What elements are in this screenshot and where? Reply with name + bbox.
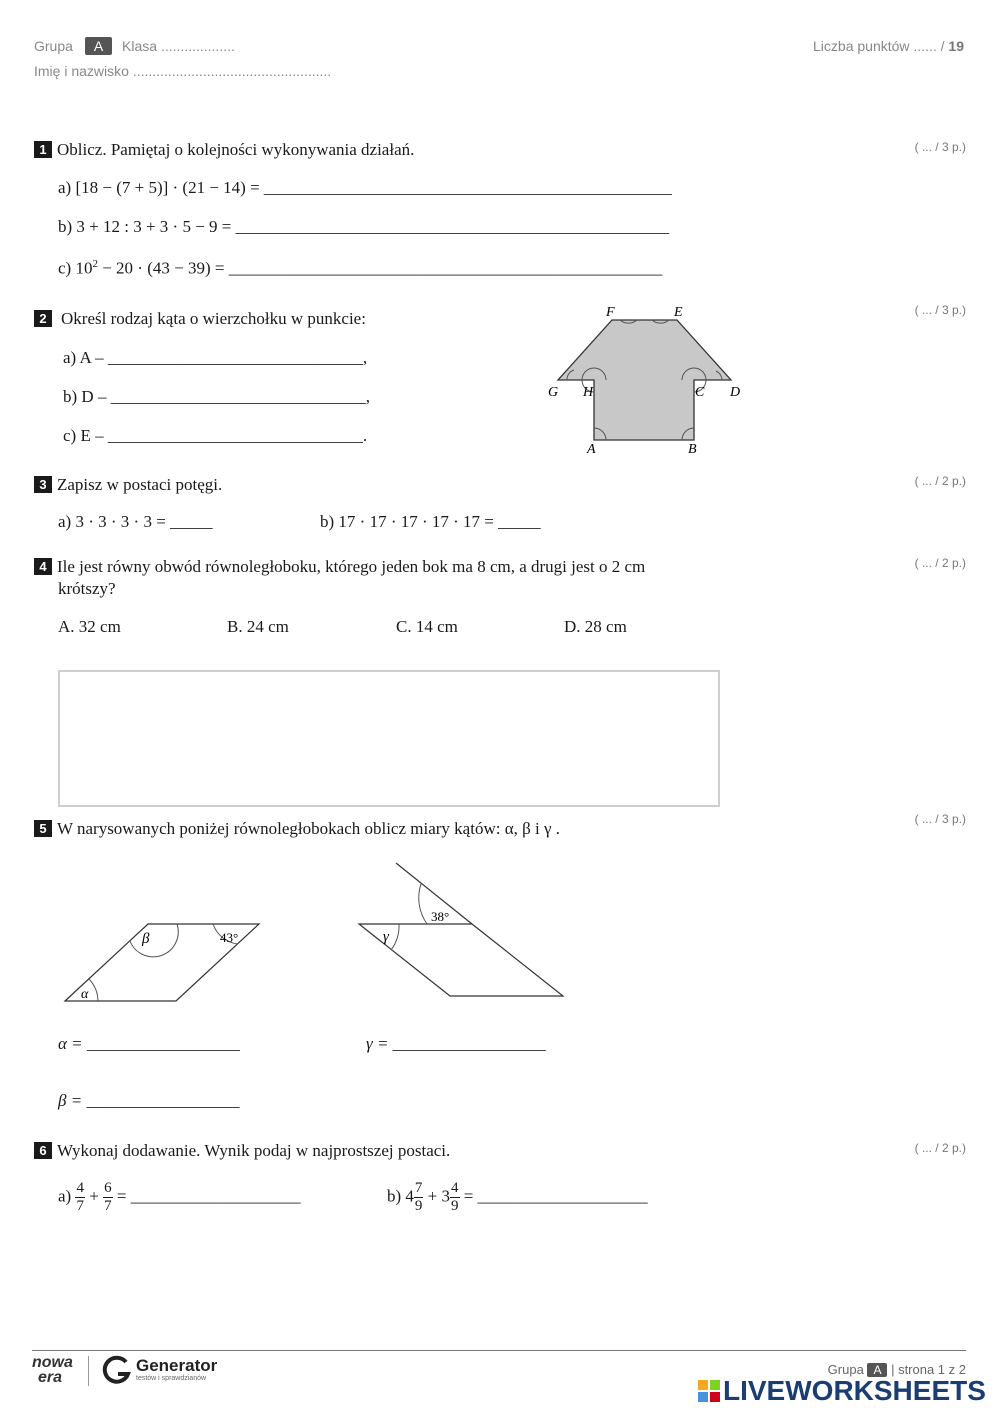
points-total: 19 xyxy=(948,38,964,54)
question-2-title xyxy=(34,309,366,329)
question-4-text-2: krótszy? xyxy=(58,579,116,598)
q3-a[interactable]: a) 3 · 3 · 3 · 3 = _____ xyxy=(58,512,213,531)
question-4-number: 4 xyxy=(34,558,52,575)
logo-word-1: nowa xyxy=(32,1354,73,1371)
alpha-answer[interactable]: α = __________________ xyxy=(58,1034,240,1053)
beta-label: β xyxy=(142,931,150,947)
angle-38-label: 38° xyxy=(431,909,450,924)
gamma-label: γ xyxy=(383,929,389,945)
q2-figure xyxy=(540,298,760,463)
generator-sublabel: testów i sprawdzianów xyxy=(136,1375,207,1382)
question-6-text: Wykonaj dodawanie. Wynik podaj w najprostszej postaci. xyxy=(57,1141,451,1160)
arc-38 xyxy=(419,884,427,924)
label-B: B xyxy=(688,442,697,457)
q6-a-label: a) xyxy=(58,1186,72,1206)
question-5-number: 5 xyxy=(34,820,52,837)
question-5-points: ( ... / 3 p.) xyxy=(914,812,966,826)
question-5-title xyxy=(34,819,560,839)
q4-option-a[interactable]: A. 32 cm xyxy=(58,617,121,636)
liveworksheets-logo-icon xyxy=(698,1380,720,1402)
q6-b-plus: + 3 xyxy=(427,1186,451,1206)
question-4-points: ( ... / 2 p.) xyxy=(914,556,966,570)
question-3-points: ( ... / 2 p.) xyxy=(914,474,966,488)
points-summary xyxy=(813,38,964,54)
question-2-number: 2 xyxy=(34,310,52,327)
q6-b-answer: = ____________________ xyxy=(463,1186,648,1206)
q6-a-fraction-1: $\frac{4}{7}$ xyxy=(76,1180,84,1214)
question-1-number: 1 xyxy=(34,141,52,158)
question-6-points: ( ... / 2 p.) xyxy=(914,1141,966,1155)
group-badge: A xyxy=(85,37,112,55)
gamma-answer[interactable]: γ = __________________ xyxy=(366,1034,546,1053)
liveworksheets-watermark: LIVEWORKSHEETS xyxy=(723,1375,986,1406)
generator-label: Generator xyxy=(136,1356,218,1375)
q4-option-d[interactable]: D. 28 cm xyxy=(564,617,627,636)
arc-beta xyxy=(130,924,178,957)
q6-a-plus: + xyxy=(89,1186,99,1206)
angle-43-label: 43° xyxy=(220,930,239,945)
question-1-text: Oblicz. Pamiętaj o kolejności wykonywania działań. xyxy=(57,140,415,159)
label-F: F xyxy=(606,305,615,320)
footer-page-number: | strona 1 z 2 xyxy=(891,1362,966,1377)
q6-b-fraction-2: $\frac{4}{9}$ xyxy=(451,1180,459,1214)
class-label: Klasa xyxy=(122,38,158,54)
question-1-points: ( ... / 3 p.) xyxy=(914,140,966,154)
q4-option-c[interactable]: C. 14 cm xyxy=(396,617,458,636)
label-G: G xyxy=(548,385,559,400)
name-row xyxy=(34,63,331,79)
arc-alpha xyxy=(89,979,98,1001)
generator-logo-icon xyxy=(100,1354,134,1388)
q1-c[interactable] xyxy=(58,258,662,279)
question-6-title xyxy=(34,1141,450,1161)
q6-b-label: b) 4 xyxy=(387,1186,414,1206)
q6-a[interactable] xyxy=(58,1180,301,1215)
logo-word-2: era xyxy=(38,1369,63,1386)
question-3-title xyxy=(34,475,222,495)
q4-answer-box[interactable] xyxy=(58,670,720,807)
footer-divider xyxy=(32,1350,966,1351)
question-5-text: W narysowanych poniżej równoległobokach oblicz miary kątów: α, β i γ . xyxy=(57,819,560,838)
q1-b[interactable]: b) 3 + 12 : 3 + 3 · 5 − 9 = ___________________________________________________ xyxy=(58,217,670,236)
q6-b-fraction-1: $\frac{7}{9}$ xyxy=(414,1180,423,1214)
q5-figures xyxy=(55,855,585,1015)
logo-separator xyxy=(88,1356,89,1386)
footer-group-badge: A xyxy=(867,1363,887,1377)
q6-a-answer: = ____________________ xyxy=(116,1186,301,1206)
q3-b[interactable]: b) 17 · 17 · 17 · 17 · 17 = _____ xyxy=(320,512,541,531)
name-field[interactable]: ................................................... xyxy=(132,63,332,79)
q6-b[interactable] xyxy=(387,1180,648,1215)
q2-c[interactable]: c) E – ______________________________. xyxy=(63,426,368,445)
alpha-label: α xyxy=(81,987,89,1002)
q4-option-b[interactable]: B. 24 cm xyxy=(227,617,289,636)
beta-answer[interactable]: β = __________________ xyxy=(58,1091,240,1110)
label-D: D xyxy=(730,385,741,400)
class-field[interactable]: ................... xyxy=(160,38,235,54)
group-label: Grupa xyxy=(34,38,73,54)
label-H: H xyxy=(583,385,594,400)
q1-c-base: c) 10 xyxy=(58,258,93,278)
question-2-text: Określ rodzaj kąta o wierzchołku w punkcie: xyxy=(61,309,366,328)
label-A: A xyxy=(587,442,596,457)
name-label: Imię i nazwisko xyxy=(34,63,129,79)
q2-shape xyxy=(558,320,731,440)
points-label: Liczba punktów ...... / xyxy=(813,38,945,54)
question-4-text-1: Ile jest równy obwód równoległoboku, którego jeden bok ma 8 cm, a drugi jest o 2 cm xyxy=(57,557,646,576)
q6-a-fraction-2: $\frac{6}{7}$ xyxy=(104,1180,112,1214)
q1-c-exponent: 2 xyxy=(92,258,98,270)
q2-a[interactable]: a) A – ______________________________, xyxy=(63,348,368,367)
label-E: E xyxy=(674,305,683,320)
parallelogram-right xyxy=(359,924,563,996)
question-4-title xyxy=(34,556,645,600)
q1-c-rest: − 20 · (43 − 39) = ___________________________________________________ xyxy=(97,258,663,278)
arc-gamma xyxy=(391,924,399,950)
question-3-text: Zapisz w postaci potęgi. xyxy=(57,475,223,494)
q1-a[interactable]: a) [18 − (7 + 5)] · (21 − 14) = ________________________________________________ xyxy=(58,178,672,197)
group-row xyxy=(34,37,235,55)
footer-group-label: Grupa xyxy=(827,1362,864,1377)
q2-b[interactable]: b) D – ______________________________, xyxy=(63,387,370,406)
question-6-number: 6 xyxy=(34,1142,52,1159)
question-1-title xyxy=(34,140,414,160)
question-3-number: 3 xyxy=(34,476,52,493)
nowa-era-logo xyxy=(32,1355,73,1385)
question-2-points: ( ... / 3 p.) xyxy=(914,303,966,317)
label-C: C xyxy=(695,385,705,400)
